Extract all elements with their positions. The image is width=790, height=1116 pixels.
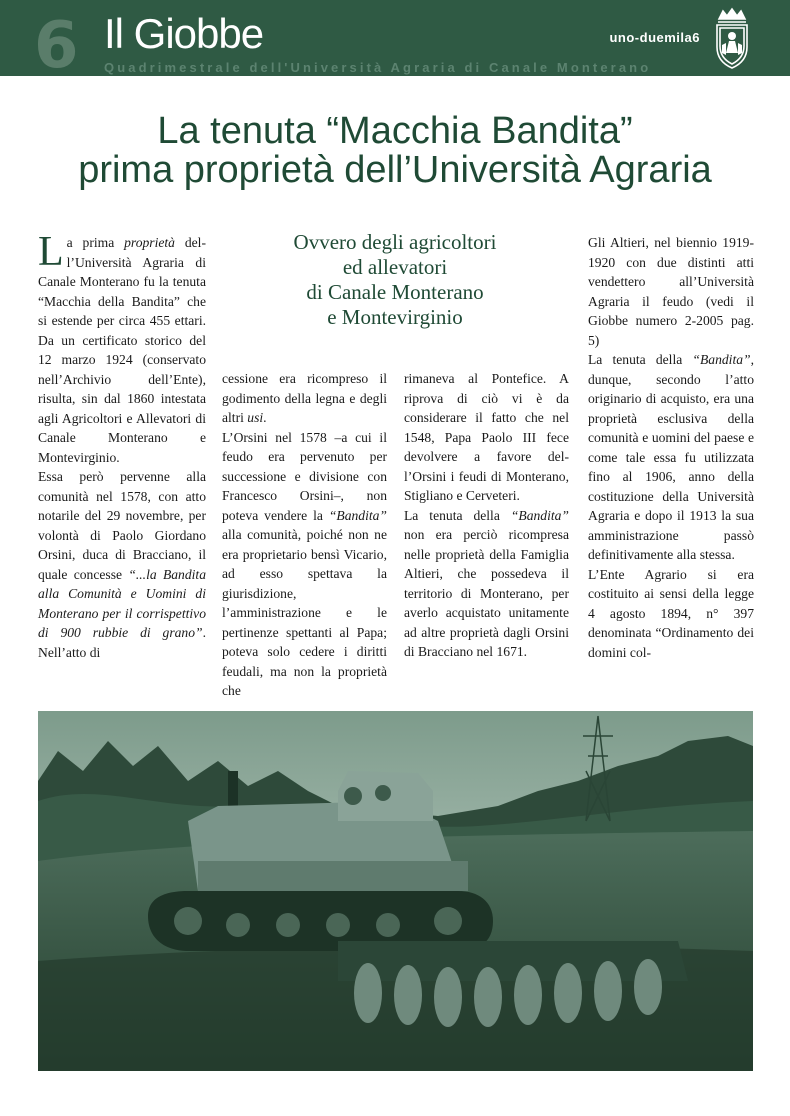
text: . — [263, 410, 267, 425]
paragraph — [38, 467, 206, 662]
title-line-2: prima proprietà dell’Università Agraria — [78, 149, 712, 191]
text: La tenuta della — [404, 507, 511, 523]
text-column-3 — [404, 369, 569, 662]
text-column-4 — [588, 233, 754, 662]
text-italic: “Bandita” — [510, 507, 569, 523]
text-column-1 — [38, 229, 206, 662]
paragraph — [588, 350, 754, 565]
subtitle-line-1: Ovvero degli agricoltori — [293, 230, 497, 254]
paragraph — [222, 428, 387, 701]
masthead — [0, 0, 790, 76]
subtitle-line-2: ed allevatori — [342, 255, 448, 279]
paragraph — [38, 229, 206, 467]
issue-label: uno-duemila6 — [609, 30, 700, 45]
drop-cap: L — [38, 229, 64, 275]
coat-of-arms-icon — [709, 5, 755, 71]
page-number: 6 — [34, 9, 79, 76]
text: Essa però pervenne alla comunità nel 1578, con atto notarile del 29 novembre, per volontà di Paolo Giordano Orsini, duca di Bracciano, il quale concesse — [38, 469, 206, 582]
paragraph — [404, 506, 569, 662]
text: . Nell’atto di — [38, 625, 206, 660]
article-subtitle — [230, 230, 560, 330]
paragraph: L’Ente Agrario si era costituito ai sensi della legge 4 agosto 1894, n° 397 denominata “Ordinamento dei domini col- — [588, 566, 754, 660]
subtitle-line-3: di Canale Monterano — [306, 280, 484, 304]
article-title — [0, 112, 790, 190]
paragraph: Gli Altieri, nel biennio 1919-1920 con due distinti atti vendettero all’Università Agraria il feudo (vedi il Giobbe numero 2-2005 pag. 5) — [588, 235, 754, 348]
tractor-photo — [38, 711, 753, 1071]
text: L’Orsini nel 1578 –a cui il feudo era pervenuto per successione e divisione con Francesco Orsini–, non poteva vendere la — [222, 429, 387, 523]
text-column-2 — [222, 369, 387, 701]
text-italic: usi — [247, 410, 264, 425]
text: La tenuta della — [588, 352, 693, 367]
subtitle-line-4: e Montevirginio — [327, 305, 463, 329]
paragraph: rimaneva al Pontefice. A riprova di ciò vi è da considerare il fatto che nel 1548, Papa Paolo III fece devolvere a favore del-l’Orsini i feudi di Monterano, Stigliano e Cerveteri. — [404, 371, 569, 503]
text-italic: “Bandita” — [328, 507, 387, 523]
text-italic: “...la Bandita alla Comunità e Uomini di Monterano per il corrispettivo di 900 rubbie di grano” — [38, 566, 206, 640]
text: , dunque, secondo l’atto originario di acquisto, era una proprietà esclusiva della comunità e uomini del paese e come tale essa fu utilizzata fino al 1906, anno della costituzione della Università Agraria e dopo il 1913 la sua amministrazione passò definitivamente alla stessa. — [588, 352, 754, 562]
magazine-subtitle: Quadrimestrale dell'Università Agraria di Canale Monterano — [104, 60, 652, 75]
text: alla comunità, poiché non ne era proprietario bensì Vicario, ad esso spettava la giurisdizione, l’amministrazione e le pertinenze spettanti al Papa; poteva solo cedere i diritti feudali, ma non la proprietà che — [222, 527, 387, 698]
paragraph — [222, 369, 387, 428]
text-italic: “Bandita” — [692, 352, 751, 367]
text: cessione era ricompreso il godimento della legna e degli altri — [222, 371, 387, 425]
text-italic: proprietà — [124, 235, 175, 250]
text: a prima — [66, 235, 125, 250]
magazine-name: Il Giobbe — [104, 10, 264, 57]
text: del-l’Università Agraria di Canale Monterano fu la tenuta “Macchia della Bandita” che si estende per circa 455 ettari. Da un certificato storico del 12 marzo 1924 (conservato nell’Archivio dell’Ente), risulta, sin dal 1860 intestata agli Agricoltori e Allevatori di Canale Monterano e Montevirginio. — [38, 235, 206, 465]
title-line-1: La tenuta “Macchia Bandita” — [157, 110, 633, 152]
text: non era perciò ricompresa nelle proprietà della Famiglia Altieri, che possedeva il territorio di Monterano, per averlo acquistato unitamente ad altre proprietà dagli Orsini di Bracciano nel 1671. — [404, 527, 569, 659]
